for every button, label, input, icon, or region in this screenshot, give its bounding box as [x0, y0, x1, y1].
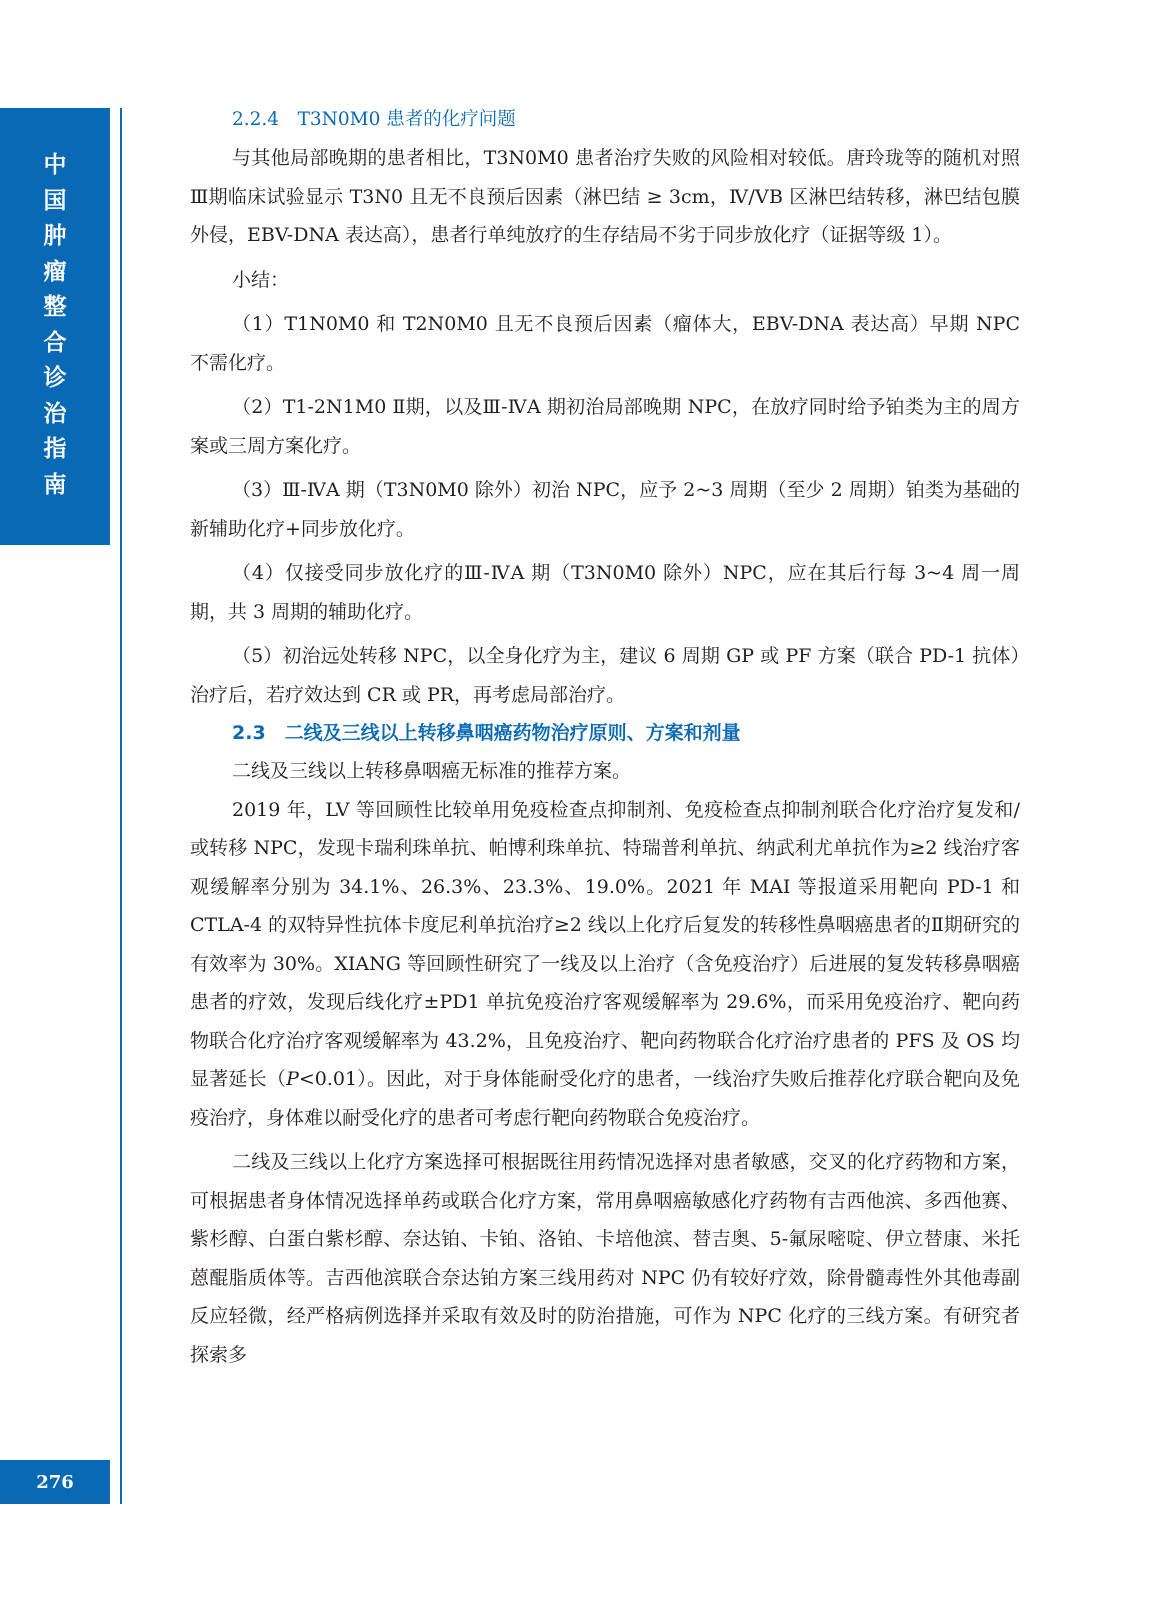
italic-p: P	[286, 1068, 299, 1090]
title-char: 南	[43, 471, 67, 498]
summary-item: （4）仅接受同步放化疗的Ⅲ-ⅣA 期（T3N0M0 除外）NPC，应在其后行每 3~4 周一周期，共 3 周期的辅助化疗。	[190, 562, 1020, 623]
summary-label: 小结：	[232, 268, 290, 291]
subsection-heading: 2.2.4 T3N0M0 患者的化疗问题	[232, 109, 516, 130]
title-char: 肿	[43, 223, 67, 249]
paragraph-text: 2019 年，LV 等回顾性比较单用免疫检查点抑制剂、免疫检查点抑制剂联合化疗治疗复发和/或转移 NPC，发现卡瑞利珠单抗、帕博利珠单抗、特瑞普利单抗、纳武利尤单抗作为≥2 线治疗客观缓解率分别为 34.1%、26.3%、23.3%、19.0%。2021 年 MAI 等报道采用靶向 PD-1 和 CTLA-4 的双特异性抗体卡度尼利单抗治疗≥2 线以上化疗后复发的转移性鼻咽癌患者的Ⅱ期研究的有效率为 30%。XIANG 等回顾性研究了一线及以上治疗（含免疫治疗）后进展的复发转移鼻咽癌患者的疗效，发现后线化疗±PD1 单抗免疫治疗客观缓解率为 29.6%，而采用免疫治疗、靶向药物联合化疗治疗客观缓解率为 43.2%，且免疫治疗、靶向药物联合化疗治疗患者的 PFS 及 OS 均显著延长（	[190, 798, 1020, 1090]
summary-item: （1）T1N0M0 和 T2N0M0 且无不良预后因素（瘤体大，EBV-DNA 表达高）早期 NPC 不需化疗。	[190, 313, 1020, 374]
page-number: 276	[0, 1460, 110, 1504]
paragraph-text: <0.01）。因此，对于身体能耐受化疗的患者，一线治疗失败后推荐化疗联合靶向及免疫治疗，身体难以耐受化疗的患者可考虑行靶向药物联合免疫治疗。	[190, 1068, 1020, 1129]
paragraph: 二线及三线以上转移鼻咽癌无标准的推荐方案。	[232, 760, 632, 782]
paragraph: 与其他局部晚期的患者相比，T3N0M0 患者治疗失败的风险相对较低。唐玲珑等的随机对照Ⅲ期临床试验显示 T3N0 且无不良预后因素（淋巴结 ≥ 3cm，Ⅳ/ⅤB 区淋巴结转移，淋巴结包膜外侵，EBV-DNA 表达高），患者行单纯放疗的生存结局不劣于同步放化疗（证据等级 1）。	[190, 147, 1020, 246]
paragraph: 二线及三线以上化疗方案选择可根据既往用药情况选择对患者敏感，交叉的化疗药物和方案，可根据患者身体情况选择单药或联合化疗方案，常用鼻咽癌敏感化疗药物有吉西他滨、多西他赛、紫杉醇、白蛋白紫杉醇、奈达铂、卡铂、洛铂、卡培他滨、替吉奥、5-氟尿嘧啶、伊立替康、米托蒽醌脂质体等。吉西他滨联合奈达铂方案三线用药对 NPC 仍有较好疗效，除骨髓毒性外其他毒副反应轻微，经严格病例选择并采取有效及时的防治措施，可作为 NPC 化疗的三线方案。有研究者探索多	[190, 1151, 1020, 1366]
title-char: 合	[43, 329, 67, 356]
page-body	[190, 101, 1020, 1374]
summary-item: （5）初治远处转移 NPC，以全身化疗为主，建议 6 周期 GP 或 PF 方案（联合 PD-1 抗体）治疗后，若疗效达到 CR 或 PR，再考虑局部治疗。	[190, 645, 1020, 706]
sidebar-book-title	[0, 148, 110, 503]
paragraph	[190, 791, 1020, 1138]
title-char: 国	[43, 187, 67, 214]
title-char: 指	[43, 436, 67, 462]
title-char: 整	[43, 294, 67, 320]
title-char: 治	[43, 400, 67, 427]
title-char: 中	[43, 152, 67, 178]
title-char: 诊	[43, 365, 67, 391]
summary-item: （2）T1-2N1M0 Ⅱ期，以及Ⅲ-ⅣA 期初治局部晚期 NPC，在放疗同时给予铂类为主的周方案或三周方案化疗。	[190, 396, 1020, 457]
title-char: 瘤	[43, 258, 67, 285]
section-heading: 2.3 二线及三线以上转移鼻咽癌药物治疗原则、方案和剂量	[232, 722, 741, 744]
margin-rule	[120, 108, 122, 1504]
summary-item: （3）Ⅲ-ⅣA 期（T3N0M0 除外）初治 NPC，应予 2~3 周期（至少 2 周期）铂类为基础的新辅助化疗+同步放化疗。	[190, 479, 1020, 540]
